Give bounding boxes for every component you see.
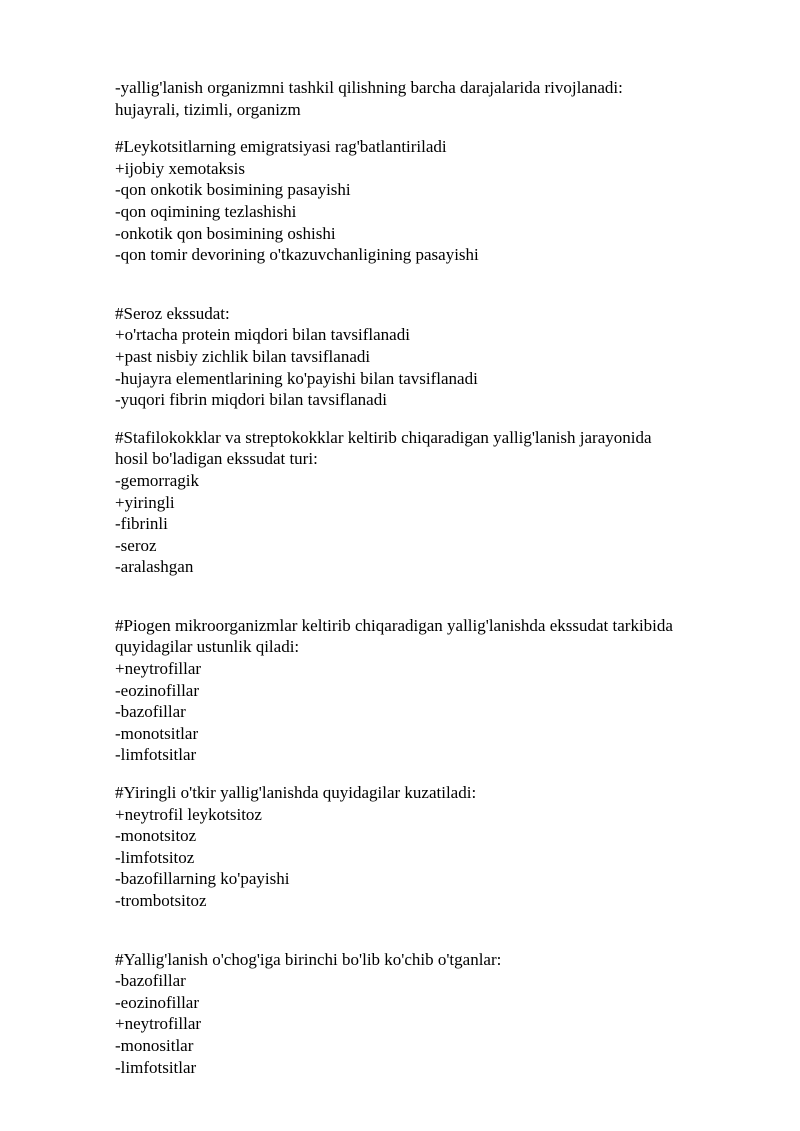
question-block-1 bbox=[115, 136, 755, 266]
answer-option: -monositlar bbox=[115, 1035, 194, 1055]
answer-option: +neytrofillar bbox=[115, 659, 202, 679]
answer-option: +o'rtacha protein miqdori bilan tavsiflanadi bbox=[115, 325, 410, 345]
answer-option: +ijobiy xemotaksis bbox=[115, 158, 245, 178]
answer-option: -seroz bbox=[115, 535, 157, 555]
answer-option: -bazofillar bbox=[115, 971, 186, 991]
answer-option: -limfotsitlar bbox=[115, 745, 197, 765]
answer-option: +past nisbiy zichlik bilan tavsiflanadi bbox=[115, 346, 371, 366]
answer-option: -hujayra elementlarining ko'payishi bilan tavsiflanadi bbox=[115, 368, 478, 388]
answer-option: +yiringli bbox=[115, 492, 175, 512]
answer-option: -monotsitlar bbox=[115, 723, 199, 743]
question-text: #Seroz ekssudat: bbox=[115, 303, 230, 323]
answer-option: -qon tomir devorining o'tkazuvchanligining pasayishi bbox=[115, 245, 479, 265]
question-text: #Stafilokokklar va streptokokklar keltirib chiqaradigan yallig'lanish jarayonida bbox=[115, 427, 652, 447]
question-text: #Piogen mikroorganizmlar keltirib chiqaradigan yallig'lanishda ekssudat tarkibida bbox=[115, 615, 673, 635]
answer-option: -qon oqimining tezlashishi bbox=[115, 201, 297, 221]
question-text: #Yiringli o'tkir yallig'lanishda quyidagilar kuzatiladi: bbox=[115, 783, 477, 803]
question-text: #Leykotsitlarning emigratsiyasi rag'batlantiriladi bbox=[115, 137, 447, 157]
answer-option: -gemorragik bbox=[115, 470, 200, 490]
answer-option: +neytrofil leykotsitoz bbox=[115, 804, 262, 824]
answer-option: -qon onkotik bosimining pasayishi bbox=[115, 180, 351, 200]
document-page bbox=[115, 77, 755, 1078]
question-text: quyidagilar ustunlik qiladi: bbox=[115, 637, 300, 657]
answer-option: -aralashgan bbox=[115, 557, 194, 577]
answer-option: -trombotsitoz bbox=[115, 891, 207, 910]
answer-option: -limfotsitlar bbox=[115, 1057, 197, 1077]
text-line: -yallig'lanish organizmni tashkil qilishning barcha darajalarida rivojlanadi: bbox=[115, 78, 623, 97]
answer-option: -limfotsitoz bbox=[115, 847, 195, 867]
question-block-2 bbox=[115, 303, 755, 411]
answer-option: -onkotik qon bosimining oshishi bbox=[115, 223, 336, 243]
answer-option: -bazofillarning ko'payishi bbox=[115, 869, 290, 889]
question-block-3 bbox=[115, 427, 755, 578]
text-line: hujayrali, tizimli, organizm bbox=[115, 99, 301, 119]
question-block-5 bbox=[115, 782, 755, 912]
answer-option: -eozinofillar bbox=[115, 680, 200, 700]
answer-option: -bazofillar bbox=[115, 702, 186, 722]
answer-option: -fibrinli bbox=[115, 514, 168, 534]
question-block-6 bbox=[115, 949, 755, 1079]
answer-option: -monotsitoz bbox=[115, 826, 197, 846]
question-text: #Yallig'lanish o'chog'iga birinchi bo'lib ko'chib o'tganlar: bbox=[115, 949, 502, 969]
answer-option: -yuqori fibrin miqdori bilan tavsiflanadi bbox=[115, 390, 387, 410]
question-block-4 bbox=[115, 615, 755, 766]
answer-option: +neytrofillar bbox=[115, 1014, 202, 1034]
answer-option: -eozinofillar bbox=[115, 992, 200, 1012]
text-block-intro bbox=[115, 77, 755, 120]
question-text: hosil bo'ladigan ekssudat turi: bbox=[115, 449, 318, 469]
